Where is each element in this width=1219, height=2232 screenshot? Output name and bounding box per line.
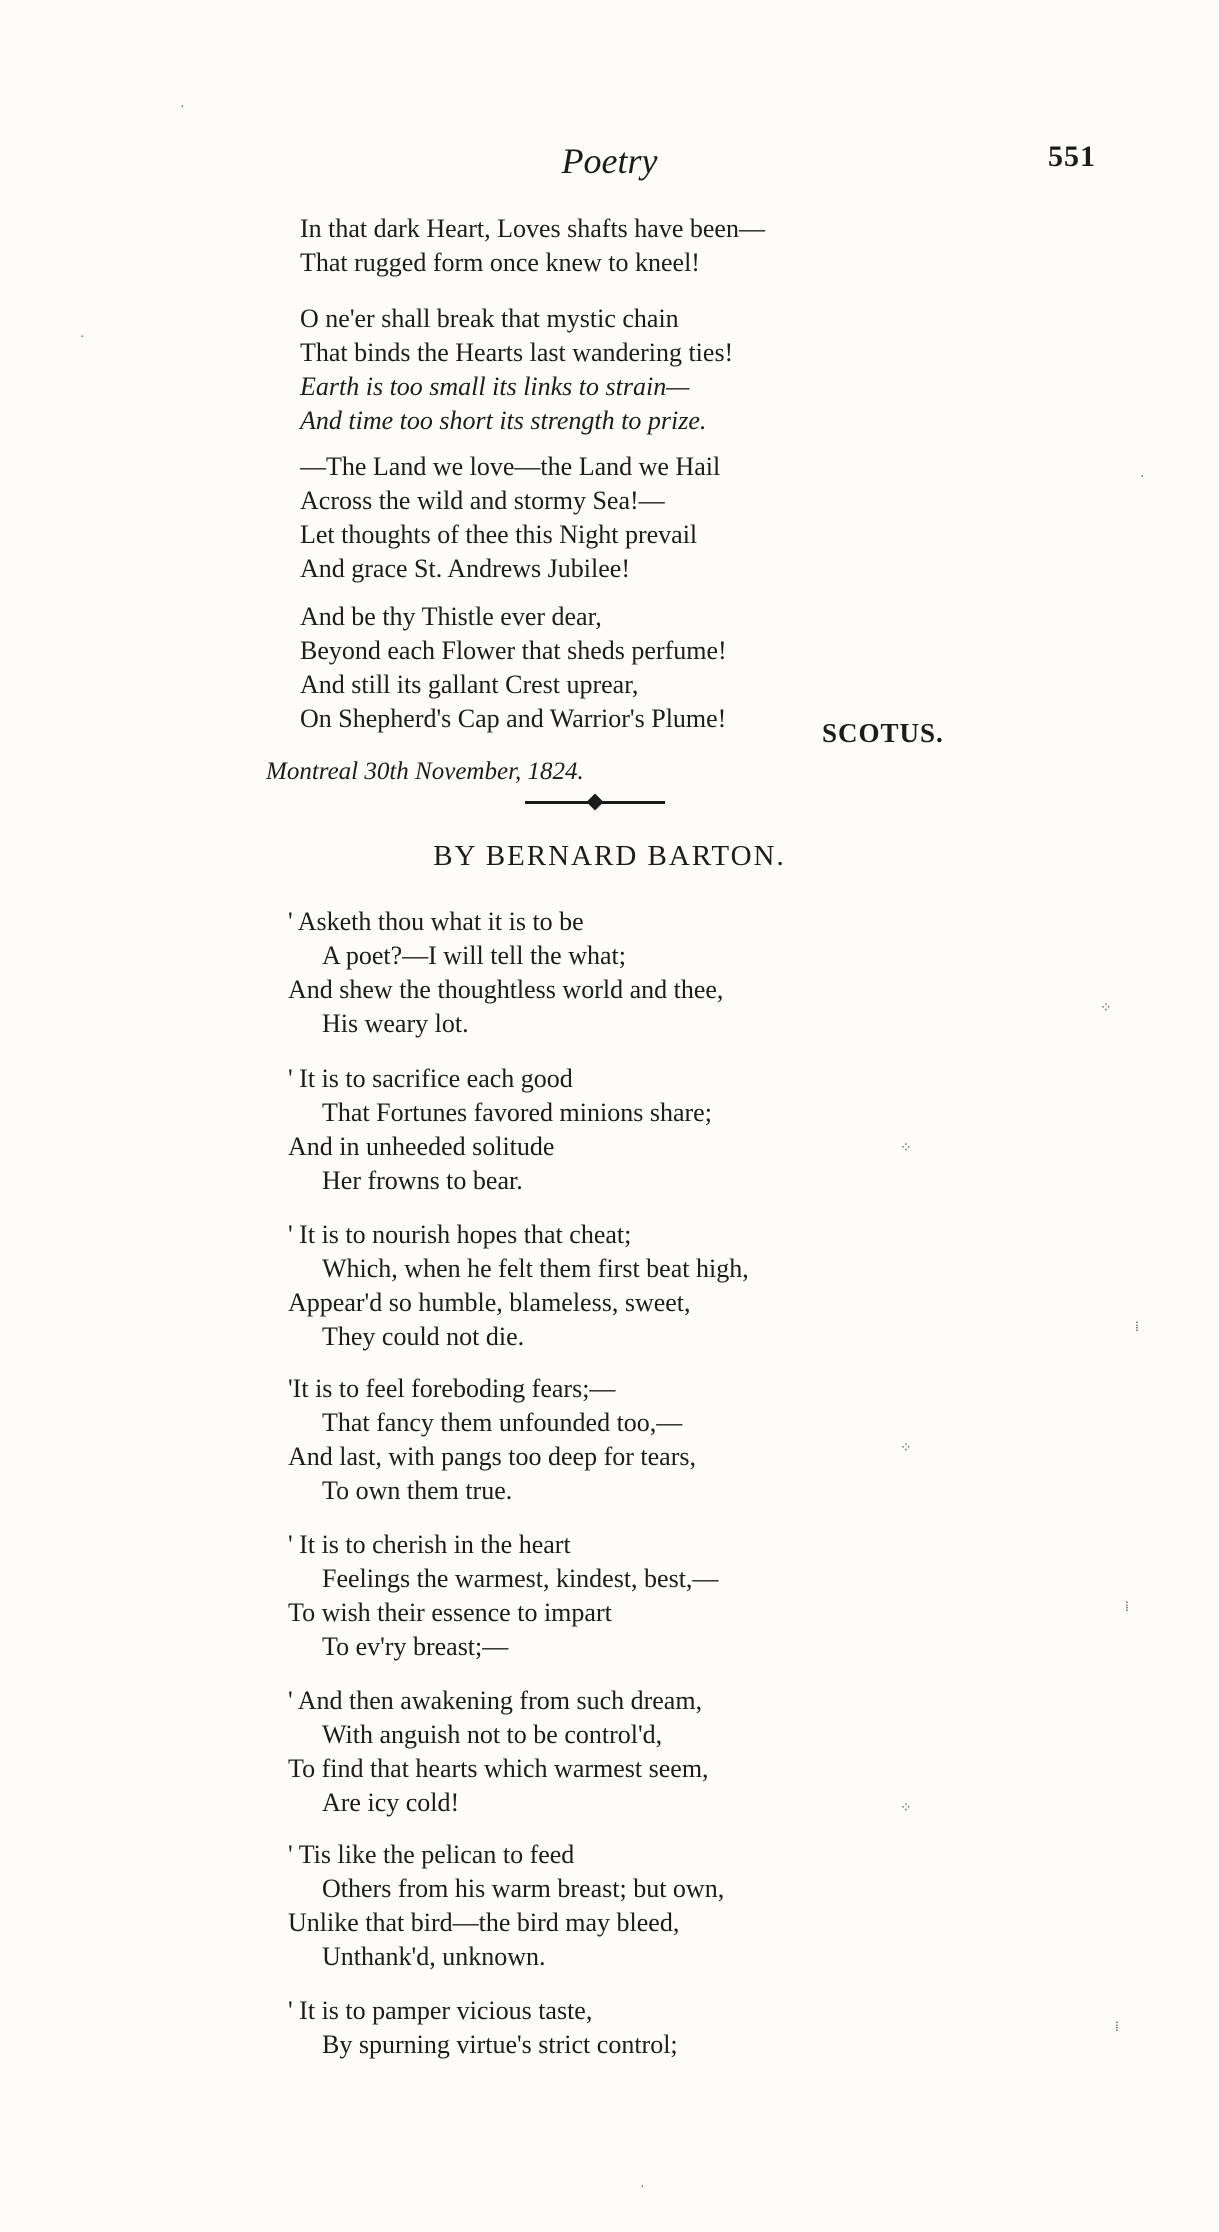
poem-line: Beyond each Flower that sheds perfume! [300, 636, 727, 665]
poem-line: In that dark Heart, Loves shafts have been— [300, 214, 765, 243]
stanza-top-1 [300, 212, 765, 280]
stanza-2 [288, 1062, 712, 1198]
poem-line: And time too short its strength to prize. [300, 406, 707, 435]
poem-line: —The Land we love—the Land we Hail [300, 452, 721, 481]
poem-line: Are icy cold! [322, 1788, 460, 1817]
page-number: 551 [1048, 140, 1096, 173]
poem-line: That fancy them unfounded too,— [322, 1408, 683, 1437]
poem-line: Which, when he felt them first beat high, [322, 1254, 749, 1283]
poem-line: ' Asketh thou what it is to be [288, 907, 584, 936]
poem-line: O ne'er shall break that mystic chain [300, 304, 679, 333]
poem-line: By spurning virtue's strict control; [322, 2030, 678, 2059]
signature: SCOTUS. [822, 718, 944, 748]
poem-line: To ev'ry breast;— [322, 1632, 509, 1661]
poem-line: Unthank'd, unknown. [322, 1942, 546, 1971]
poem-line: And grace St. Andrews Jubilee! [300, 554, 630, 583]
poem-line: ' It is to sacrifice each good [288, 1064, 573, 1093]
poem-line: ' It is to pamper vicious taste, [288, 1996, 593, 2025]
poem-line: And in unheeded solitude [288, 1132, 555, 1161]
poem-line: And be thy Thistle ever dear, [300, 602, 602, 631]
poem-line: To wish their essence to impart [288, 1598, 612, 1627]
poem-line: That rugged form once knew to kneel! [300, 248, 700, 277]
poem-line: Earth is too small its links to strain— [300, 372, 690, 401]
scan-speck: · [180, 100, 185, 115]
poem-line: Feelings the warmest, kindest, best,— [322, 1564, 719, 1593]
poem-line: ' It is to cherish in the heart [288, 1530, 571, 1559]
stanza-3 [288, 1218, 749, 1354]
poem-line: To own them true. [322, 1476, 513, 1505]
stanza-1 [288, 905, 723, 1041]
poem-line: On Shepherd's Cap and Warrior's Plume! [300, 704, 727, 733]
poem-line: Others from his warm breast; but own, [322, 1874, 725, 1903]
poem-line: His weary lot. [322, 1009, 469, 1038]
poem-line: ' It is to nourish hopes that cheat; [288, 1220, 632, 1249]
stanza-5 [288, 1528, 718, 1664]
scan-speck: ⁘ [900, 1141, 912, 1156]
stanza-8 [288, 1994, 678, 2062]
poem-line: Unlike that bird—the bird may bleed, [288, 1908, 680, 1937]
stanza-7 [288, 1838, 724, 1974]
stanza-top-4 [300, 600, 727, 736]
poem-line: Let thoughts of thee this Night prevail [300, 520, 698, 549]
poem-line: 'It is to feel foreboding fears;— [288, 1374, 616, 1403]
scan-speck: ⁞ [1125, 1600, 1129, 1615]
poem-line: That binds the Hearts last wandering ties! [300, 338, 734, 367]
scan-speck: ⁘ [900, 1441, 912, 1456]
poem-line: That Fortunes favored minions share; [322, 1098, 712, 1127]
poem-line: With anguish not to be control'd, [322, 1720, 663, 1749]
poem-line: Appear'd so humble, blameless, sweet, [288, 1288, 691, 1317]
poem-line: ' And then awakening from such dream, [288, 1686, 703, 1715]
scan-speck: · [80, 330, 85, 345]
poem-line: And last, with pangs too deep for tears, [288, 1442, 696, 1471]
dateline: Montreal 30th November, 1824. [266, 758, 584, 785]
stanza-4 [288, 1372, 696, 1508]
poem-line: And shew the thoughtless world and thee, [288, 975, 724, 1004]
scan-speck: ⁘ [1100, 1001, 1112, 1016]
scan-speck: · [640, 2180, 645, 2195]
poem-line: A poet?—I will tell the what; [322, 941, 626, 970]
stanza-top-3 [300, 450, 720, 586]
section-divider [525, 796, 665, 808]
poem-line: They could not die. [322, 1322, 525, 1351]
poem-line: Across the wild and stormy Sea!— [300, 486, 665, 515]
scan-speck: · [1140, 470, 1145, 485]
poem-line: To find that hearts which warmest seem, [288, 1754, 709, 1783]
poem-line: And still its gallant Crest uprear, [300, 670, 639, 699]
stanza-top-2 [300, 302, 733, 438]
page-title: Poetry [561, 141, 658, 181]
stanza-6 [288, 1684, 709, 1820]
poem-line: ' Tis like the pelican to feed [288, 1840, 575, 1869]
scan-speck: ⁞ [1115, 2020, 1119, 2035]
scan-speck: ⁘ [900, 1801, 912, 1816]
poem-heading: BY BERNARD BARTON. [433, 840, 786, 872]
scan-speck: ⁞ [1135, 1320, 1139, 1335]
poem-line: Her frowns to bear. [322, 1166, 523, 1195]
